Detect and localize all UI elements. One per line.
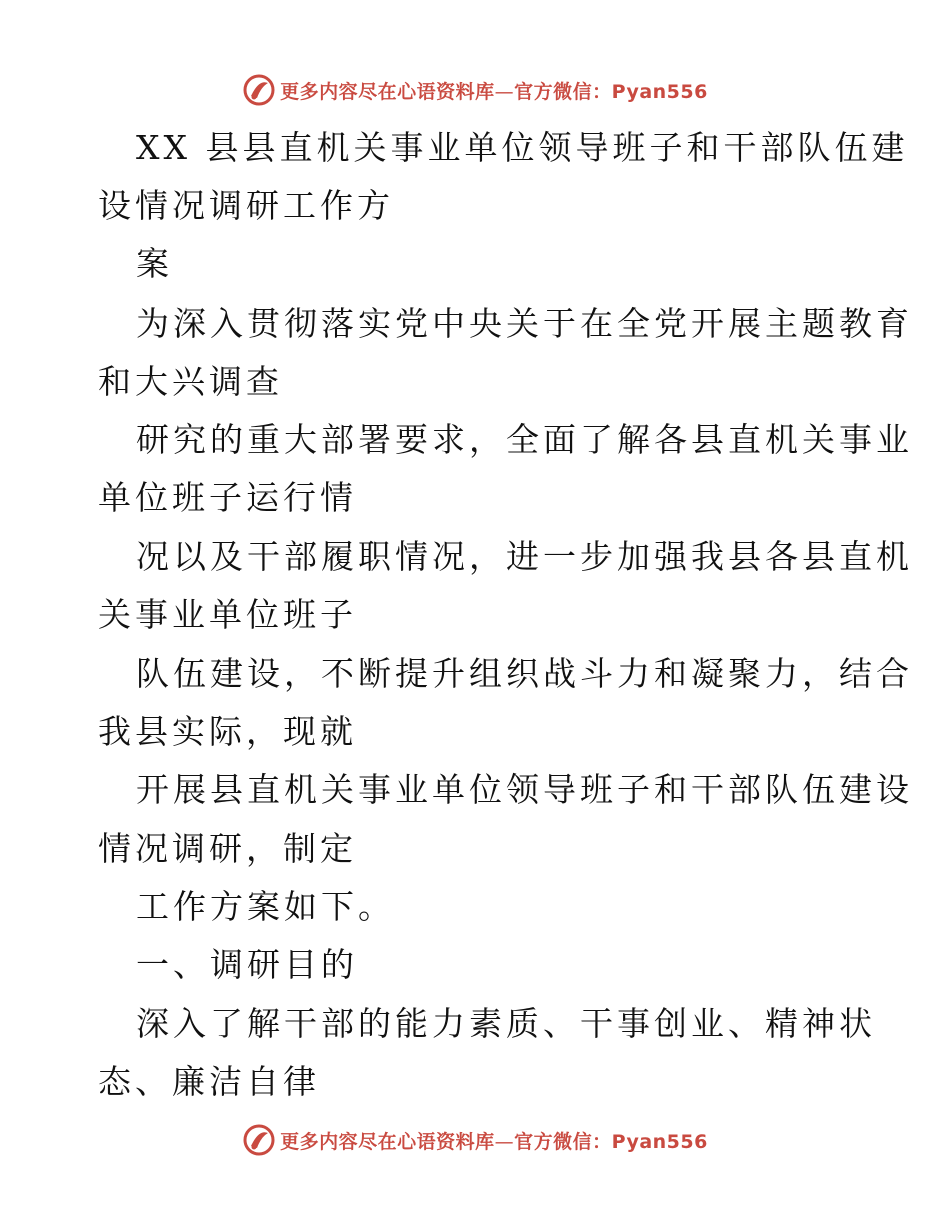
paragraph-line: 开展县直机关事业单位领导班子和干部队伍建设 (136, 770, 913, 809)
paragraph-line: 队伍建设，不断提升组织战斗力和凝聚力，结合 (136, 654, 913, 693)
banner-wechat: 官方微信：Pyan556 (514, 1130, 708, 1153)
footer-banner (0, 1120, 950, 1160)
paragraph-line: 情况调研，制定 (98, 829, 357, 868)
paragraph-line: 研究的重大部署要求，全面了解各县直机关事业 (136, 420, 913, 459)
paragraph-line: 工作方案如下。 (136, 887, 395, 926)
paragraph-line: 单位班子运行情 (98, 478, 357, 517)
banner-wechat: 官方微信：Pyan556 (514, 80, 708, 103)
paragraph-line: 和大兴调查 (98, 362, 283, 401)
paragraph-line: 深入了解干部的能力素质、干事创业、精神状 (136, 1004, 876, 1043)
paragraph-line: 态、廉洁自律 (98, 1062, 320, 1101)
title-line-3: 案 (136, 244, 173, 283)
paragraph-line: 关事业单位班子 (98, 595, 357, 634)
banner-separator: — (494, 80, 515, 103)
banner-separator: — (494, 1130, 515, 1153)
paragraph-line: 况以及干部履职情况，进一步加强我县各县直机 (136, 537, 913, 576)
banner-text: 更多内容尽在心语资料库 (280, 80, 495, 103)
title-line-1: XX 县县直机关事业单位领导班子和干部队伍建 (136, 128, 909, 167)
paragraph-line: 我县实际，现就 (98, 712, 357, 751)
section-heading: 一、调研目的 (136, 945, 358, 984)
paragraph-line: 为深入贯彻落实党中央关于在全党开展主题教育 (136, 304, 913, 343)
banner-text: 更多内容尽在心语资料库 (280, 1130, 495, 1153)
title-line-2: 设情况调研工作方 (98, 186, 394, 225)
brush-seal-icon (242, 1123, 276, 1157)
